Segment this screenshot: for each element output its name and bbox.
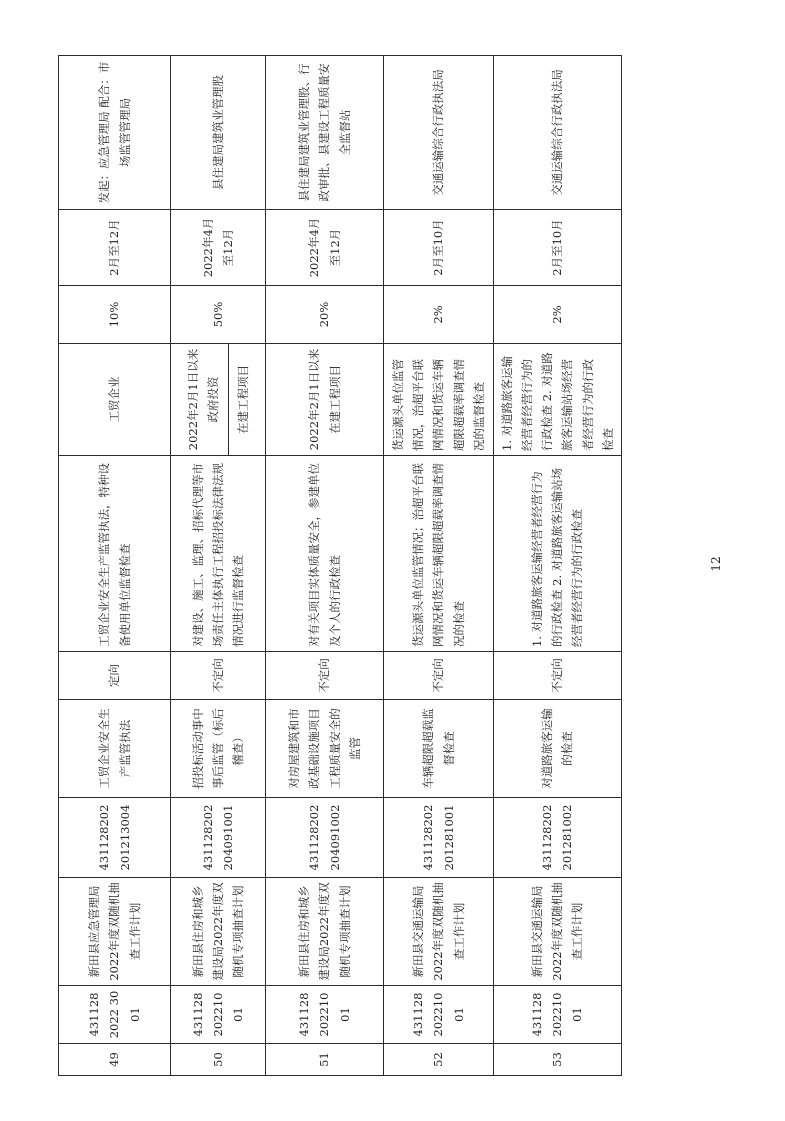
row-code: 431128202204091002 (266, 798, 384, 878)
row-plan-name: 新田县应急管理局2022年度双随机抽查工作计划 (59, 878, 171, 986)
row-ratio: 20% (266, 286, 384, 344)
table-row (494, 56, 622, 1076)
row-code: 431128202204091001 (171, 798, 266, 878)
row-item: 工贸企业安全生产监管执法 (59, 700, 171, 798)
row-mode: 不定向 (266, 652, 384, 700)
row-mode: 不定向 (494, 652, 622, 700)
row-period: 2022年4月至12月 (266, 210, 384, 286)
table-row (384, 56, 494, 1076)
row-period: 2022年4月至12月 (171, 210, 266, 286)
row-period: 2月至10月 (494, 210, 622, 286)
row-content: 货运源头单位监管情况；治超平台联网情况和货运车辆超限超载率调查情况的检查 (384, 456, 494, 652)
row-seq: 51 (266, 1044, 384, 1076)
row-code: 431128202201213004 (59, 798, 171, 878)
row-scope: 货运源头单位监管情况，治超平台联网情况和货运车辆超限超载率调查情况的监督检查 (384, 344, 494, 456)
row-id: 43112820221001 (384, 986, 494, 1044)
row-id: 43112820221001 (266, 986, 384, 1044)
row-scope: 2022年2月1日以来在建工程项目 (266, 344, 384, 456)
row-item: 对道路旅客运输的检查 (494, 700, 622, 798)
row-scope: 2022年2月1日以来政府投资 (186, 348, 221, 451)
row-dept: 县住建局建筑业管理股 (171, 56, 266, 210)
row-seq: 49 (59, 1044, 171, 1076)
row-dept: 发起：应急管理局 配合：市场监管管理局 (59, 56, 171, 210)
sampling-plan-table (58, 55, 622, 1076)
row-scope: 工贸企业 (59, 344, 171, 456)
row-seq: 53 (494, 1044, 622, 1076)
row-code: 431128202201281002 (494, 798, 622, 878)
row-ratio: 50% (171, 286, 266, 344)
row-item: 对房屋建筑和市政基础设施项目工程质量安全的监管 (266, 700, 384, 798)
row-mode: 定向 (59, 652, 171, 700)
row-id: 4311282022 3001 (59, 986, 171, 1044)
row-content: 对有关项目实体质量安全，参建单位及个人的行政检查 (266, 456, 384, 652)
row-plan-name: 新田县交通运输局2022年度双随机抽查工作计划 (494, 878, 622, 986)
row-period: 2月至10月 (384, 210, 494, 286)
page-number: 12 (709, 556, 723, 572)
row-dept: 交通运输综合行政执法局 (384, 56, 494, 210)
table-row (59, 56, 171, 1076)
row-period: 2月至12月 (59, 210, 171, 286)
row-ratio: 2% (494, 286, 622, 344)
row-id: 43112820221001 (171, 986, 266, 1044)
row-plan-name: 新田县住房和城乡建设局2022年度双随机专项抽查计划 (266, 878, 384, 986)
row-item: 招投标活动事中事后监管（标后稽查） (171, 700, 266, 798)
row-scope-cell (171, 344, 266, 456)
row-plan-name: 新田县住房和城乡建设局2022年度双随机专项抽查计划 (171, 878, 266, 986)
row-ratio: 2% (384, 286, 494, 344)
row-item: 车辆超限超载监督检查 (384, 700, 494, 798)
row-plan-name: 新田县交通运输局2022年度双随机抽查工作计划 (384, 878, 494, 986)
row-seq: 50 (171, 1044, 266, 1076)
table-row (266, 56, 384, 1076)
row-dept: 交通运输综合行政执法局 (494, 56, 622, 210)
row-id: 43112820221001 (494, 986, 622, 1044)
rotated-table-wrapper (58, 56, 615, 1076)
row-content: 工贸企业安全生产监管执法，特种设备使用单位监督检查 (59, 456, 171, 652)
row-content: 对建设、施工、监理、招标代理等市场责任主体执行工程招投标法律法规情况进行监督检查 (171, 456, 266, 652)
row-scope: 1. 对道路旅客运输经营者经营行为的行政检查 2. 对道路旅客运输站场经营者经营行为的行政检查 (494, 344, 622, 456)
row-scope-extra: 在建工程项目 (228, 344, 253, 455)
row-seq: 52 (384, 1044, 494, 1076)
row-ratio: 10% (59, 286, 171, 344)
row-mode: 不定向 (171, 652, 266, 700)
row-code: 431128202201281001 (384, 798, 494, 878)
table-row (171, 56, 266, 1076)
row-content: 1. 对道路旅客运输经营者经营行为的行政检查 2. 对道路旅客运输站场经营者经营行为的行政检查 (494, 456, 622, 652)
row-mode: 不定向 (384, 652, 494, 700)
row-dept: 县住建局建筑业管理股、行政审批、县建设工程质量安全监督站 (266, 56, 384, 210)
